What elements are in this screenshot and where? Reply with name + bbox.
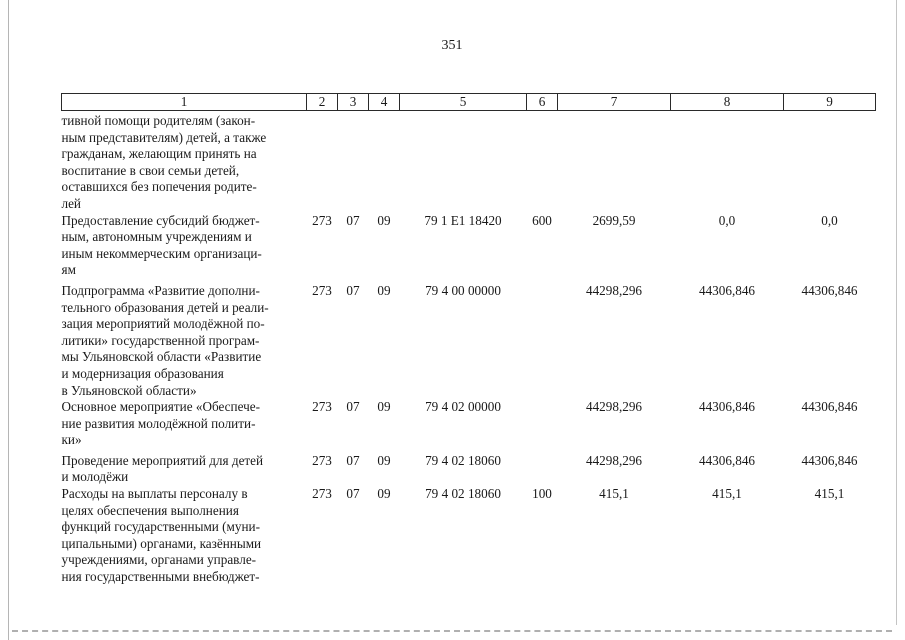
row-description (62, 111, 307, 213)
description-line: тивной помощи родителям (закон- (61, 113, 256, 128)
description-line: функций государственными (муни- (61, 519, 260, 535)
budget-table (61, 93, 876, 586)
description-line: мы Ульяновской области «Развитие (61, 349, 262, 365)
target-article: 79 4 02 00000 (425, 399, 501, 415)
description-line: ным представителям) детей, а также (61, 129, 267, 145)
amount-col8: 415,1 (712, 486, 742, 502)
column-header: 1 (62, 94, 307, 111)
page-left-edge (8, 0, 9, 640)
row-description (62, 399, 307, 449)
column-header: 2 (307, 94, 338, 111)
description-line: Предоставление субсидий бюджет- (61, 212, 260, 228)
page-number: 351 (441, 38, 463, 53)
amount-col9: 44306,846 (801, 399, 858, 415)
column-header: 3 (338, 94, 369, 111)
table-header-row (62, 94, 876, 111)
expense-type: 100 (532, 486, 552, 502)
expense-type (527, 399, 558, 449)
page-right-edge (896, 0, 897, 625)
description-line: иным некоммерческим организаци- (61, 245, 262, 261)
subsection-code: 09 (377, 212, 391, 228)
description-line: гражданам, желающим принять на (61, 146, 257, 162)
amount-col7: 415,1 (599, 486, 629, 502)
description-line: ние развития молодёжной полити- (61, 415, 256, 431)
section-code: 07 (346, 282, 360, 298)
amount-col8: 44306,846 (698, 399, 756, 415)
table-row (62, 111, 876, 213)
row-description (62, 213, 307, 279)
admin-code: 273 (312, 486, 332, 502)
subsection-code: 09 (377, 282, 391, 298)
description-line: в Ульяновской области» (61, 382, 197, 398)
description-line: Основное мероприятие «Обеспече- (61, 399, 260, 415)
column-header: 6 (527, 94, 558, 111)
section-code (338, 111, 369, 213)
description-line: целях обеспечения выполнения (61, 502, 239, 518)
column-header: 7 (558, 94, 671, 111)
description-line: зация мероприятий молодёжной по- (61, 316, 265, 332)
expense-type: 600 (532, 212, 552, 228)
section-code: 07 (346, 399, 360, 415)
amount-col9: 0,0 (821, 212, 838, 228)
description-line: тельного образования детей и реали- (61, 299, 269, 315)
target-article (400, 111, 527, 213)
amount-col8: 44306,846 (698, 282, 756, 298)
target-article: 79 4 02 18060 (425, 486, 501, 502)
table-row (62, 279, 876, 399)
expense-type (527, 449, 558, 486)
column-header: 8 (671, 94, 784, 111)
section-code: 07 (346, 452, 360, 468)
column-header: 9 (784, 94, 876, 111)
column-header: 5 (400, 94, 527, 111)
subsection-code: 09 (377, 452, 391, 468)
amount-col8: 0,0 (718, 212, 736, 228)
row-description (62, 486, 307, 586)
description-line: Подпрограмма «Развитие дополни- (61, 282, 260, 298)
description-line: ципальными) органами, казёнными (61, 535, 262, 551)
description-line: ния государственными внебюджет- (61, 569, 260, 585)
admin-code: 273 (312, 399, 332, 415)
column-header: 4 (369, 94, 400, 111)
subsection-code (369, 111, 400, 213)
target-article: 79 4 00 00000 (425, 282, 501, 298)
description-line: воспитание в свои семьи детей, (61, 162, 240, 178)
amount-col9: 44306,846 (801, 282, 858, 298)
description-line: учреждениями, органами управле- (61, 552, 257, 568)
description-line: ным, автономным учреждениям и (61, 229, 252, 245)
target-article: 79 1 E1 18420 (424, 212, 502, 228)
row-description (62, 279, 307, 399)
amount-col9: 44306,846 (801, 452, 858, 468)
description-line: Проведение мероприятий для детей (61, 452, 264, 468)
amount-col7: 44298,296 (585, 282, 643, 298)
target-article: 79 4 02 18060 (425, 452, 501, 468)
amount-col7 (558, 111, 671, 213)
section-code: 07 (346, 486, 360, 502)
table-row (62, 486, 876, 586)
description-line: ки» (61, 432, 82, 448)
description-line: литики» государственной програм- (61, 332, 260, 348)
expense-type (527, 111, 558, 213)
description-line: и модернизация образования (61, 365, 224, 381)
section-code: 07 (346, 212, 360, 228)
amount-col7: 2699,59 (592, 212, 636, 228)
subsection-code: 09 (377, 399, 391, 415)
amount-col7: 44298,296 (585, 452, 643, 468)
description-line: лей (61, 195, 81, 211)
description-line: и молодёжи (61, 469, 129, 485)
amount-col8: 44306,846 (698, 452, 756, 468)
subsection-code: 09 (377, 486, 391, 502)
admin-code (307, 111, 338, 213)
amount-col9 (784, 111, 876, 213)
table-row (62, 449, 876, 486)
description-line: Расходы на выплаты персоналу в (61, 486, 248, 502)
table-body (62, 111, 876, 586)
page-bottom-edge (12, 630, 892, 632)
amount-col9: 415,1 (814, 486, 845, 502)
row-description (62, 449, 307, 486)
amount-col8 (671, 111, 784, 213)
admin-code: 273 (312, 212, 332, 228)
table-row (62, 213, 876, 279)
description-line: ям (61, 262, 76, 278)
expense-type (527, 279, 558, 399)
description-line: оставшихся без попечения родите- (61, 179, 257, 195)
table-row (62, 399, 876, 449)
admin-code: 273 (312, 282, 332, 298)
admin-code: 273 (312, 452, 332, 468)
amount-col7: 44298,296 (585, 399, 643, 415)
